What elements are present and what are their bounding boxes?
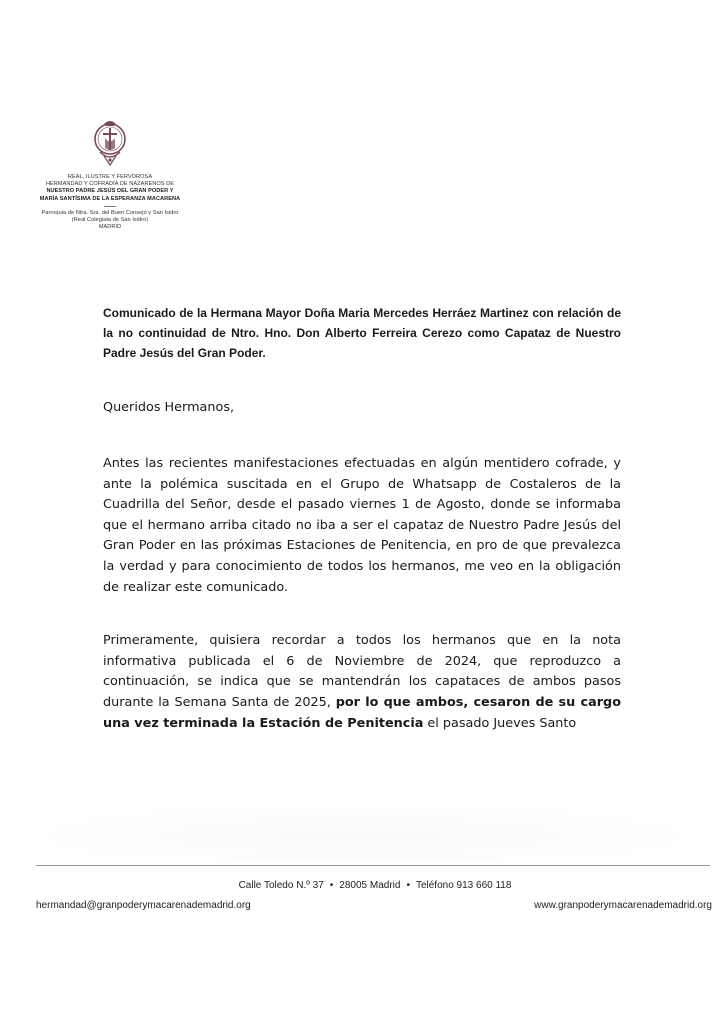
- footer-website: www.granpoderymacarenademadrid.org: [534, 900, 712, 911]
- paragraph-2-end: el pasado Jueves Santo: [423, 715, 577, 731]
- footer-separator: •: [406, 880, 410, 891]
- paragraph-2-start: Primeramente, quisiera recordar a todos los hermanos que en la nota informativa publicada el 6 de Noviembre de 2024, que reproduzco a continuación, se indica que se mantendrán los capataces de ambos pasos durante la Semana Santa de 2025,: [103, 633, 621, 710]
- letterhead-line-2: HERMANDAD Y COFRADÍA DE NAZARENOS DE: [45, 181, 175, 188]
- letterhead-line-3: NUESTRO PADRE JESÚS DEL GRAN PODER Y: [46, 188, 174, 195]
- footer-street: Calle Toledo N.º 37: [238, 880, 324, 891]
- parish-line-2: (Real Colegiata de San Isidro): [71, 217, 149, 224]
- footer-phone: Teléfono 913 660 118: [415, 880, 512, 891]
- footer-divider: [36, 865, 710, 866]
- footer-address: [0, 880, 724, 891]
- scan-artifact: [10, 800, 714, 860]
- paragraph-1: Antes las recientes manifestaciones efectuadas en algún mentidero cofrade, y ante la polémica suscitada en el Grupo de Whatsapp de Costaleros de la Cuadrilla del Señor, desde el pasado viernes 1 de Agosto, donde se informaba que el hermano arriba citado no iba a ser el capataz de Nuestro Padre Jesús del Gran Poder en las próximas Estaciones de Penitencia, en pro de que prevalezca la verdad y para conocimiento de todos los hermanos, me veo en la obligación de realizar este comunicado.: [103, 456, 621, 595]
- paragraph-2-bold: por lo que ambos, cesaron de su cargo una vez terminada la Estación de Penitencia: [103, 694, 621, 731]
- letter-subject: Comunicado de la Hermana Mayor Doña Maria Mercedes Herráez Martinez con relación de la no continuidad de Ntro. Hno. Don Alberto Ferreira Cerezo como Capataz de Nuestro Padre Jesús del Gran Poder.: [103, 306, 621, 360]
- letterhead-line-1: REAL, ILUSTRE Y FERVOROSA: [67, 174, 153, 180]
- brotherhood-crest-icon: [90, 118, 130, 168]
- salutation: Queridos Hermanos,: [103, 400, 235, 415]
- footer-city: 28005 Madrid: [339, 880, 401, 891]
- parish-line-3: MADRID: [98, 224, 122, 231]
- parish-line-1: Parroquia de Ntra. Sra. del Buen Consejo y San Isidro: [41, 209, 179, 216]
- letterhead: [30, 118, 190, 231]
- letter-body: [103, 303, 621, 734]
- letterhead-divider: [104, 206, 116, 207]
- footer-separator: •: [329, 880, 334, 891]
- letterhead-line-4: MARÍA SANTÍSIMA DE LA ESPERANZA MACARENA: [39, 195, 181, 202]
- footer-email: hermandad@granpoderymacarenademadrid.org: [36, 900, 251, 911]
- paragraph-2: [103, 631, 621, 734]
